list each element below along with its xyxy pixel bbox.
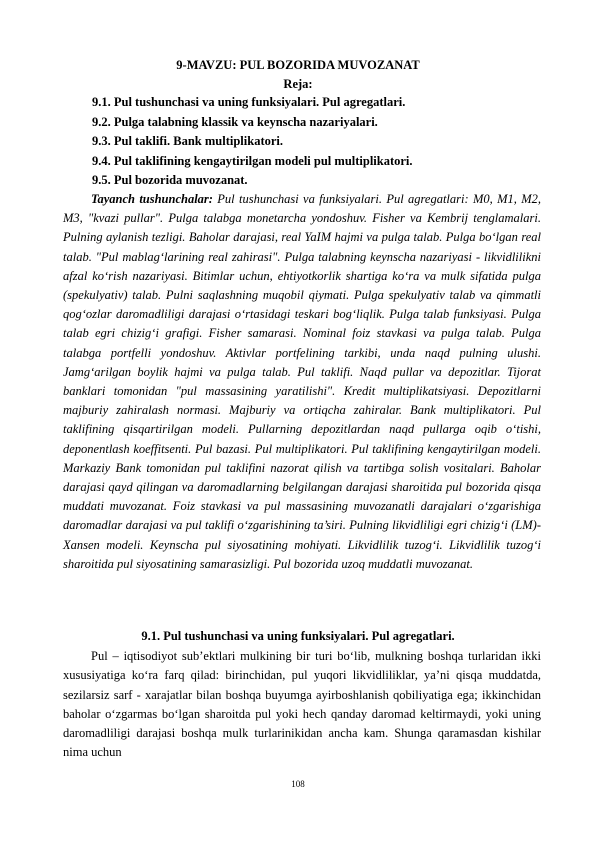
topic-title: 9-MAVZU: PUL BOZORIDA MUVOZANAT <box>176 58 420 72</box>
plan-item: 9.5. Pul bozorida muvozanat. <box>92 173 248 187</box>
page-number: 108 <box>291 779 305 789</box>
plan-item: 9.3. Pul taklifi. Bank multiplikatori. <box>92 134 284 148</box>
plan-heading: Reja: <box>283 77 313 91</box>
plan-item: 9.2. Pulga talabning klassik va keynscha nazariyalari. <box>92 114 378 129</box>
plan-list <box>92 93 552 191</box>
key-terms-paragraph <box>63 190 541 574</box>
section-paragraph: Pul – iqtisodiyot sub’ektlari mulkining bir turi bo‘lib, mulkning boshqa turlaridan ikki xususiyatiga ko‘ra farq qilad: birinchidan, pul yuqori likvidliliklar, ya’ni qisqa muddatda, sezilarsiz sarf - xarajatlar bilan boshqa buyumga ayirboshlanish qobiliyatiga ega; ikkinchidan baholar o‘zgarmas bo‘lgan sharoitda pul yoki hech qanday daromad keltirmaydi, yoki uning daromadliligi darajasi boshqa mulk turlarinikidan ancha kam. Shunga qaramasdan kishilar nima uchun <box>63 649 541 760</box>
plan-item: 9.1. Pul tushunchasi va uning funksiyalari. Pul agregatlari. <box>92 95 406 109</box>
plan-item: 9.4. Pul taklifining kengaytirilgan modeli pul multiplikatori. <box>92 153 413 168</box>
key-terms-text: Pul tushunchasi va funksiyalari. Pul agregatlari: M0, M1, M2, M3, "kvazi pullar". Pulga talabga monetarcha yondoshuv. Fisher va Kembrij tenglamalari. Pulning aylanish tezligi. Baholar darajasi, real YaIM hajmi va pulga talab. Pulga bo‘lgan real talab. "Pul mablag‘larining real zahirasi". Pulga talabning keynscha nazariyasi - likvidlilikni afzal ko‘rish nazariyasi. Bitimlar uchun, ehtiyotkorlik shartiga ko‘ra va mulk sifatida pulga (spekulyativ) talab. Pulni saqlashning muqobil qiymati. Pulga spekulyativ talab va qimmatli qog‘ozlar daromadliligi darajasi o‘rtasidagi teskari bog‘liqlik. Pulga talab funksiyasi. Pulga talab egri chizig‘i grafigi. Fisher samarasi. Nominal foiz stavkasi va pulga talab. Pulga talabga portfelli yondoshuv. Aktivlar portfelining tarkibi, unda naqd pulning ulushi. Jamg‘arilgan boylik hajmi va pulga talab. Pul taklifi. Naqd pullar va depozitlar. Tijorat banklari tomonidan "pul massasining yaratilishi". Kredit multiplikatsiyasi. Depozitlarni majburiy zahiralash normasi. Majburiy va ortiqcha zahiralar. Bank multiplikatori. Pul taklifining qisqartirilgan modeli. Pullarning depozitlardan naqd pullarga oqib o‘tishi, deponentlash koeffitsenti. Pul bazasi. Pul multiplikatori. Pul taklifining kengaytirilgan modeli. Markaziy Bank tomonidan pul taklifini nazorat qilish va tartibga solish vositalari. Baholar darajasi qayd qilingan va daromadlarning belgilangan darajasi sharoitida pul bozorida qisqa muddati muvozanat. Foiz stavkasi va pul massasining muvozanatli darajalari o‘zgarishiga daromadlar darajasi va pul taklifi o‘zgarishining ta’siri. Pulning likvidliligi egri chizig‘i (LM)- Xansen modeli. Keynscha pul siyosatining mohiyati. Likvidlilik tuzog‘i. Likvidlilik tuzog‘i sharoitida pul siyosatining samarasizligi. Pul bozorida uzoq muddatli muvozanat. <box>63 192 541 571</box>
section-heading: 9.1. Pul tushunchasi va uning funksiyalari. Pul agregatlari. <box>141 629 455 643</box>
key-terms-label: Tayanch tushunchalar: <box>91 192 213 206</box>
